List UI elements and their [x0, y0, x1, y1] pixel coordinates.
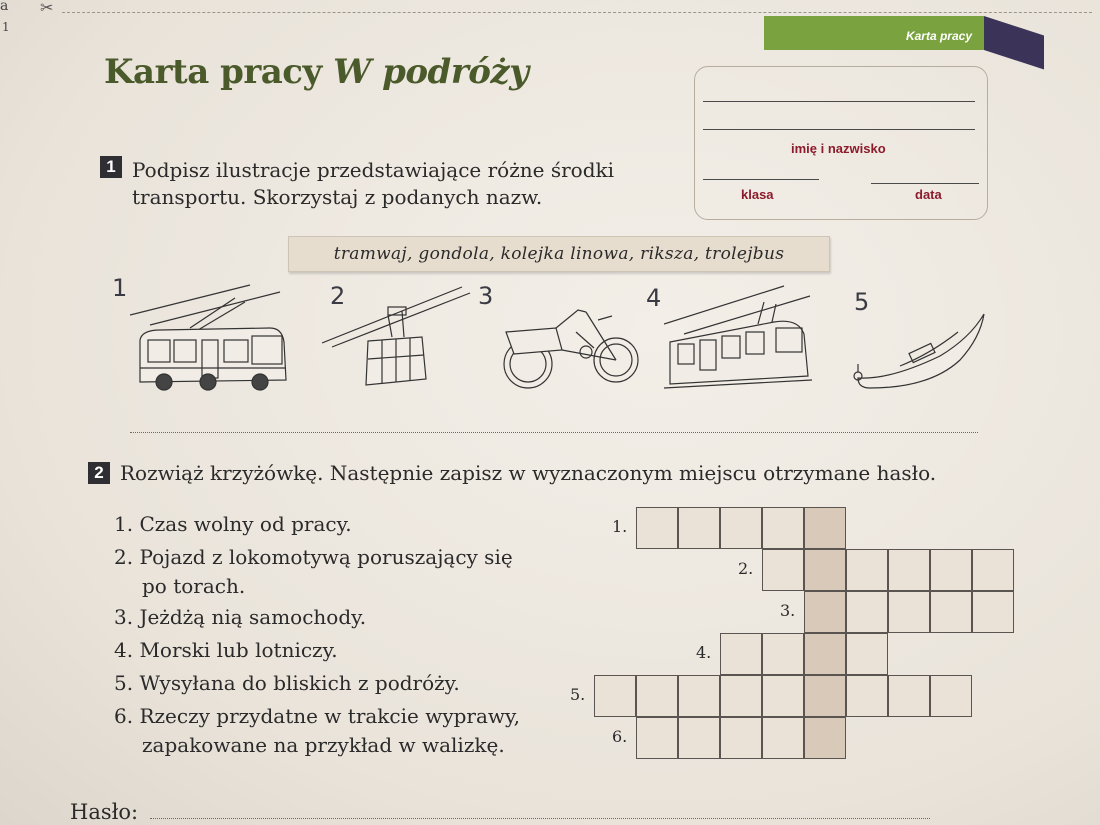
illustration-number-2: 2 — [330, 282, 346, 310]
task-1-answer-line[interactable] — [130, 432, 978, 433]
crossword-cell-r6-c1[interactable] — [636, 717, 678, 759]
name-label: imię i nazwisko — [791, 141, 886, 156]
clue-6-text: 6. Rzeczy przydatne w trakcie wyprawy, — [114, 704, 521, 728]
crossword-cell-r2-c1[interactable] — [762, 549, 804, 591]
crossword-cell-r2-c5[interactable] — [930, 549, 972, 591]
page-edge-digit: 1 — [2, 20, 10, 34]
crossword-cell-r4-c3[interactable] — [804, 633, 846, 675]
crossword-cell-r2-c6[interactable] — [972, 549, 1014, 591]
crossword-row-number-2: 2. — [738, 559, 754, 578]
crossword-cell-r5-c9[interactable] — [930, 675, 972, 717]
crossword-cell-r2-c3[interactable] — [846, 549, 888, 591]
crossword-row-number-1: 1. — [612, 517, 628, 536]
crossword-cell-r3-c5[interactable] — [972, 591, 1014, 633]
crossword-cell-r6-c4[interactable] — [762, 717, 804, 759]
clue-4-text: 4. Morski lub lotniczy. — [114, 638, 338, 662]
task-1-number: 1 — [100, 156, 122, 178]
clue-2 — [114, 541, 554, 601]
clue-1 — [114, 508, 554, 541]
crossword-row-number-6: 6. — [612, 727, 628, 746]
cut-line — [62, 12, 1092, 13]
crossword-cell-r5-c6[interactable] — [804, 675, 846, 717]
trolleybus-icon — [130, 280, 300, 395]
crossword-row-number-5: 5. — [570, 685, 586, 704]
date-line[interactable] — [871, 183, 979, 184]
crossword-cell-r1-c3[interactable] — [720, 507, 762, 549]
clue-4 — [114, 634, 554, 667]
illustration-number-1: 1 — [112, 274, 128, 302]
crossword-cell-r5-c2[interactable] — [636, 675, 678, 717]
student-info-box — [694, 66, 988, 220]
password-answer-line[interactable] — [150, 818, 930, 819]
crossword-row-number-4: 4. — [696, 643, 712, 662]
crossword-cell-r4-c1[interactable] — [720, 633, 762, 675]
clue-1-text: 1. Czas wolny od pracy. — [114, 512, 352, 536]
crossword-row-number-3: 3. — [780, 601, 796, 620]
date-label: data — [915, 187, 942, 202]
scissors-icon: ✂ — [40, 0, 54, 17]
page-title — [104, 52, 528, 92]
gondola-icon — [850, 308, 990, 393]
clue-2-continuation: po torach. — [142, 574, 246, 598]
cable-car-icon — [322, 285, 472, 395]
task-2-instruction: Rozwiąż krzyżówkę. Następnie zapisz w wyznaczonym miejscu otrzymane hasło. — [120, 461, 937, 485]
crossword-cell-r3-c4[interactable] — [930, 591, 972, 633]
clue-3-text: 3. Jeżdżą nią samochody. — [114, 605, 367, 629]
clue-6 — [114, 700, 554, 760]
tram-icon — [664, 284, 814, 394]
name-line-2[interactable] — [703, 129, 975, 130]
section-tab-label: Karta pracy — [905, 29, 972, 43]
crossword-cell-r3-c3[interactable] — [888, 591, 930, 633]
page-edge-letter: a — [0, 0, 9, 14]
name-line-1[interactable] — [703, 101, 975, 102]
crossword-cell-r5-c1[interactable] — [594, 675, 636, 717]
crossword-cell-r5-c7[interactable] — [846, 675, 888, 717]
crossword-cell-r1-c4[interactable] — [762, 507, 804, 549]
page-title-main: Karta pracy — [104, 52, 334, 92]
task-1-line-1: Podpisz ilustracje przedstawiające różne środki — [132, 158, 615, 182]
crossword-cell-r4-c4[interactable] — [846, 633, 888, 675]
crossword-cell-r5-c3[interactable] — [678, 675, 720, 717]
illustration-number-3: 3 — [478, 282, 494, 310]
class-label: klasa — [741, 187, 774, 202]
crossword-cell-r2-c2[interactable] — [804, 549, 846, 591]
clue-3 — [114, 601, 554, 634]
task-2-number: 2 — [88, 462, 110, 484]
crossword-cell-r2-c4[interactable] — [888, 549, 930, 591]
crossword-cell-r1-c2[interactable] — [678, 507, 720, 549]
crossword-cell-r1-c5[interactable] — [804, 507, 846, 549]
crossword-cell-r5-c4[interactable] — [720, 675, 762, 717]
crossword-cell-r6-c3[interactable] — [720, 717, 762, 759]
crossword-cell-r6-c5[interactable] — [804, 717, 846, 759]
task-1-instruction — [132, 157, 614, 211]
clue-5-text: 5. Wysyłana do bliskich z podróży. — [114, 671, 460, 695]
clue-2-text: 2. Pojazd z lokomotywą poruszający się — [114, 545, 513, 569]
password-label: Hasło: — [70, 800, 139, 824]
word-bank: tramwaj, gondola, kolejka linowa, riksza, trolejbus — [288, 236, 830, 272]
crossword-cell-r3-c1[interactable] — [804, 591, 846, 633]
illustration-number-5: 5 — [854, 288, 870, 316]
clue-6-continuation: zapakowane na przykład w walizkę. — [142, 733, 505, 757]
section-tab — [764, 16, 984, 50]
class-line[interactable] — [703, 179, 819, 180]
clue-5 — [114, 667, 554, 700]
section-tab-accent — [984, 16, 1044, 69]
clue-list — [114, 508, 554, 760]
crossword-cell-r1-c1[interactable] — [636, 507, 678, 549]
crossword-cell-r5-c8[interactable] — [888, 675, 930, 717]
illustration-number-4: 4 — [646, 284, 662, 312]
rickshaw-icon — [486, 292, 646, 397]
crossword-cell-r6-c2[interactable] — [678, 717, 720, 759]
task-1-line-2: transportu. Skorzystaj z podanych nazw. — [132, 185, 543, 209]
crossword-cell-r5-c5[interactable] — [762, 675, 804, 717]
page-title-italic: W podróży — [333, 52, 529, 92]
crossword-cell-r4-c2[interactable] — [762, 633, 804, 675]
crossword-cell-r3-c2[interactable] — [846, 591, 888, 633]
